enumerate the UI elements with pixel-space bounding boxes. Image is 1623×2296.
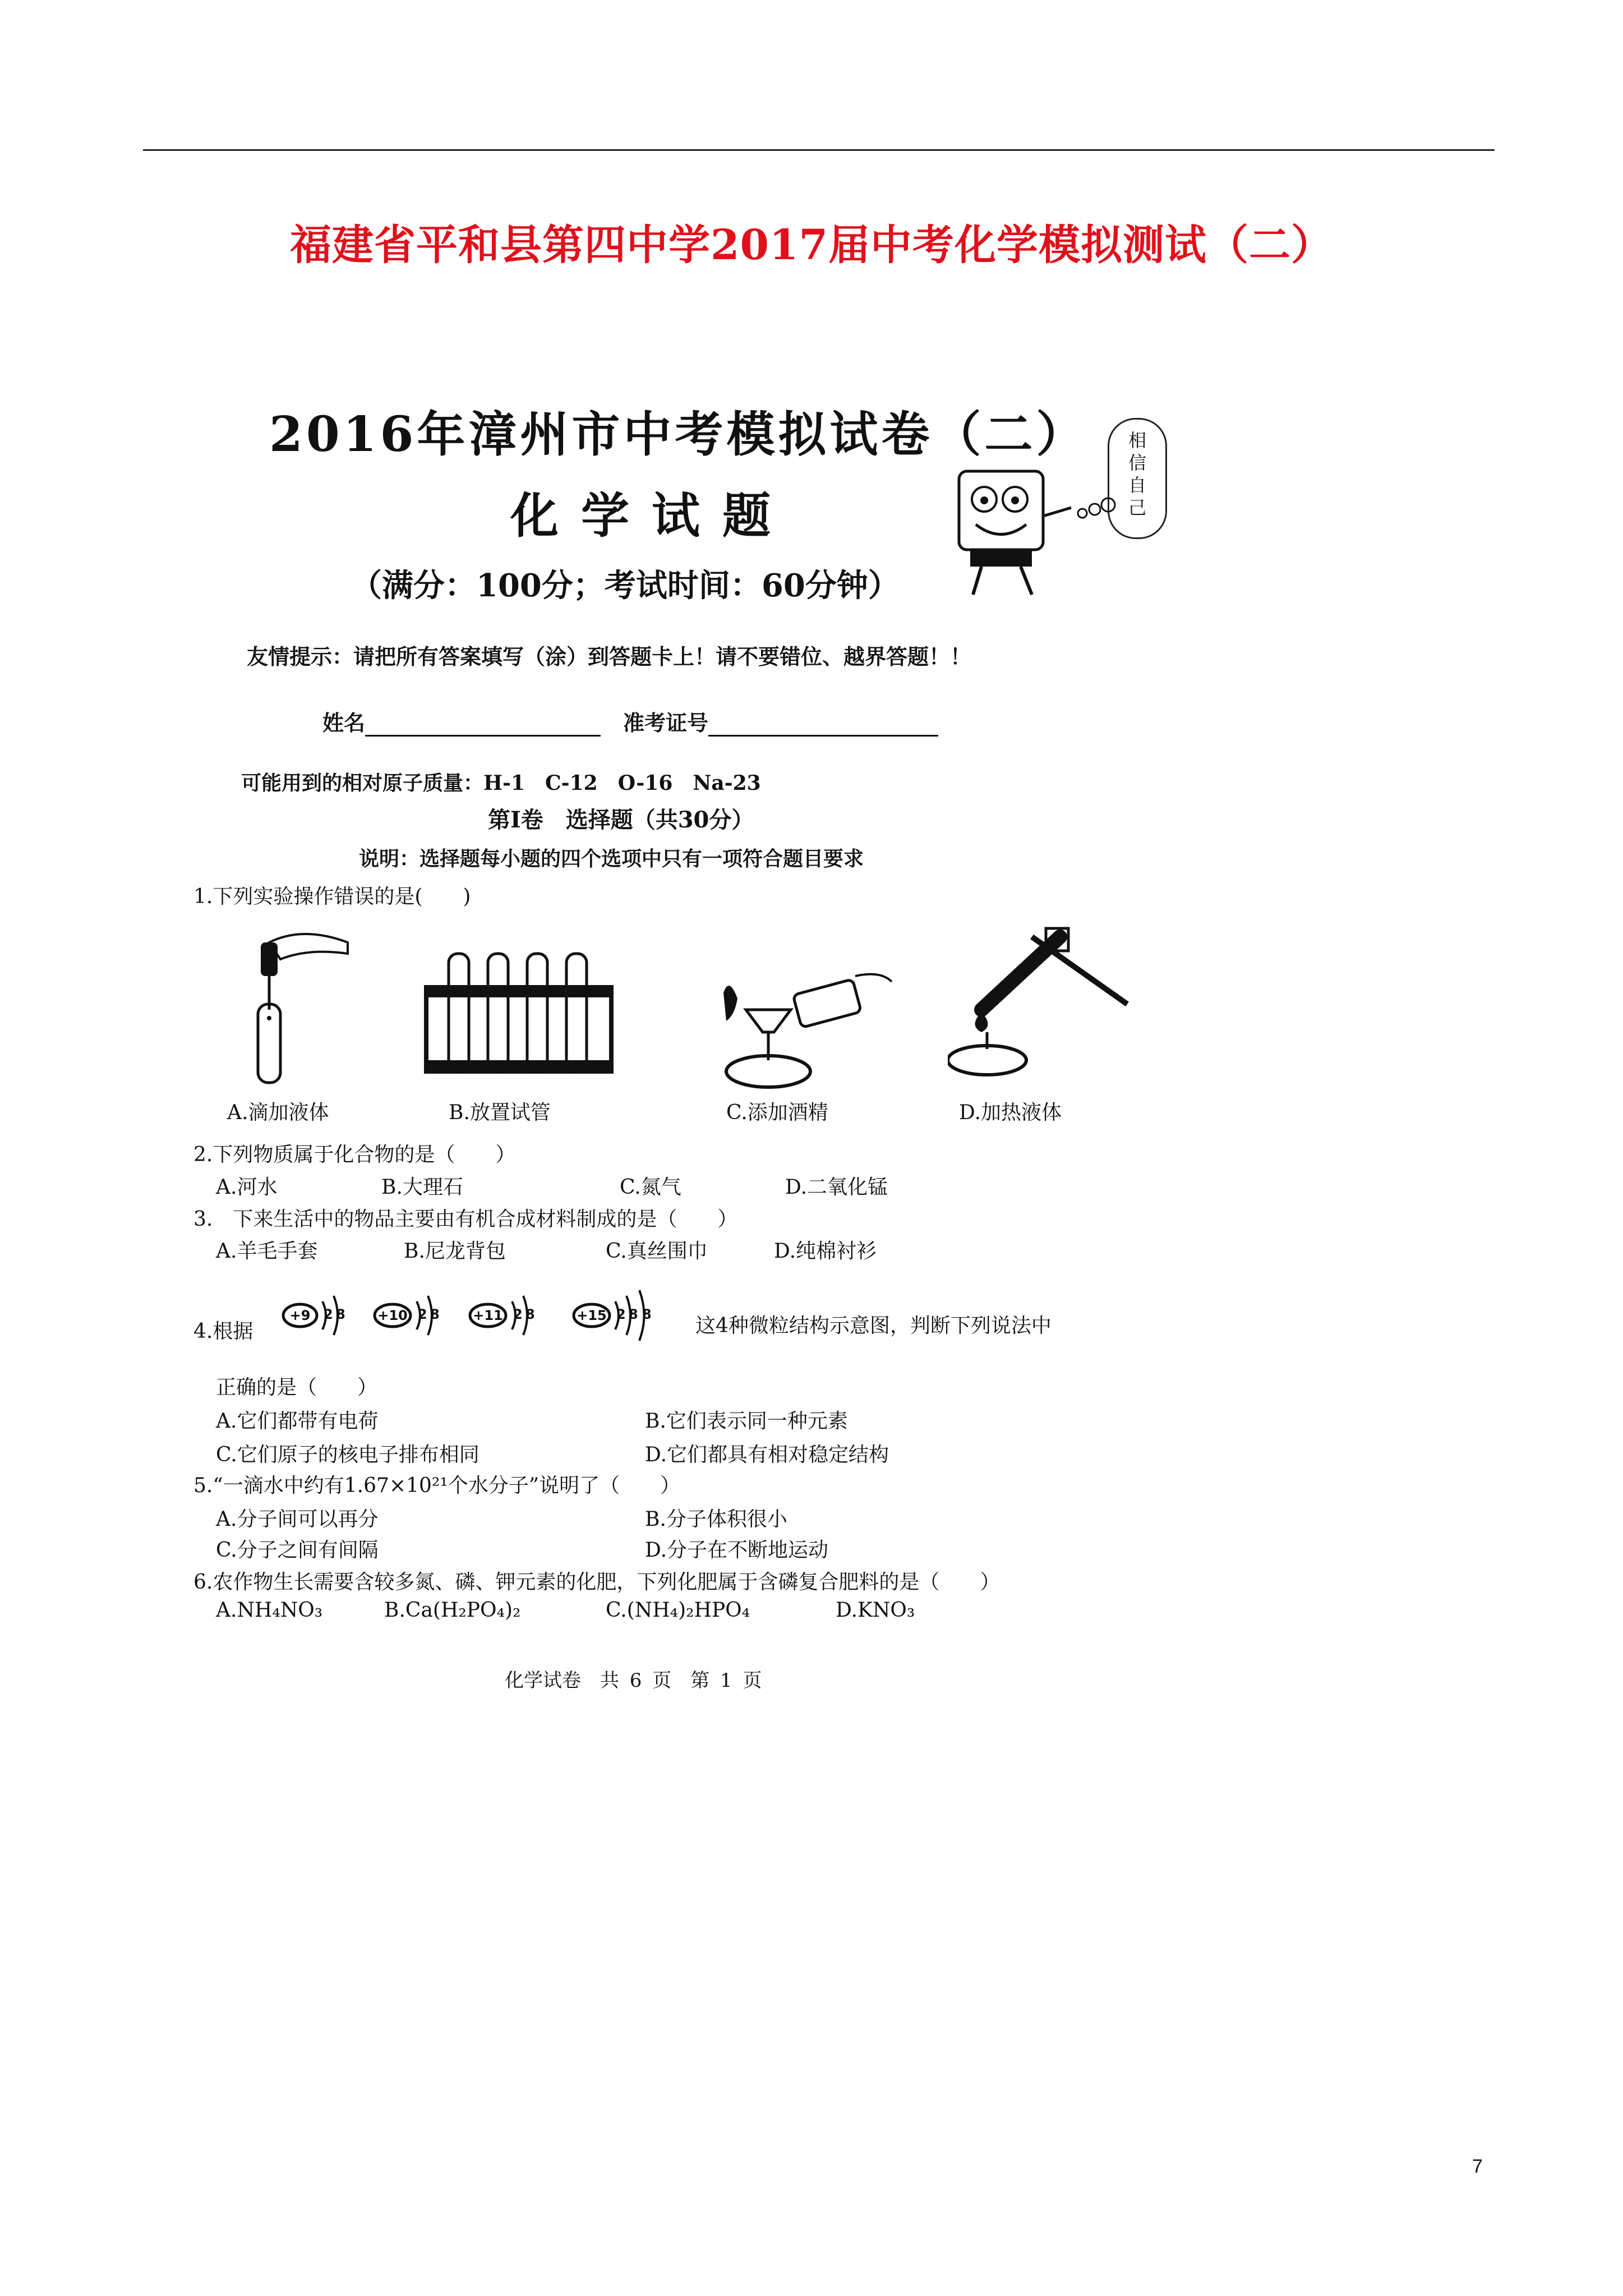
subject-title: 化学试题 [510, 487, 793, 544]
svg-text:2: 2 [418, 1306, 427, 1322]
adding-alcohol-icon [712, 965, 897, 1094]
q5-option-d[interactable]: D.分子在不断地运动 [645, 1539, 829, 1562]
svg-text:+9: +9 [289, 1308, 311, 1323]
q4-option-c[interactable]: C.它们原子的核电子排布相同 [216, 1443, 479, 1466]
name-blank[interactable] [365, 715, 601, 737]
svg-text:2: 2 [324, 1306, 333, 1322]
q2-option-b[interactable]: B.大理石 [381, 1176, 463, 1199]
name-label: 姓名 [322, 710, 366, 735]
q3-option-a[interactable]: A.羊毛手套 [216, 1240, 318, 1263]
particle-15 [574, 1290, 652, 1341]
q5-option-a[interactable]: A.分子间可以再分 [216, 1508, 379, 1531]
q4-option-a[interactable]: A.它们都带有电荷 [216, 1410, 379, 1433]
sponge-mascot-icon [948, 460, 1116, 606]
dropper-adding-liquid-icon [236, 920, 370, 1088]
q4-option-d[interactable]: D.它们都具有相对稳定结构 [645, 1443, 889, 1466]
question-4-stem-prefix: 4.根据 [193, 1320, 253, 1343]
id-blank[interactable] [708, 715, 938, 737]
atomic-mass-info: 可能用到的相对原子质量：H-1 C-12 O-16 Na-23 [241, 771, 761, 795]
q6-option-c[interactable]: C.(NH₄)₂HPO₄ [606, 1599, 750, 1622]
question-5-stem: 5.“一滴水中约有1.67×10²¹个水分子”说明了（ ） [193, 1474, 681, 1497]
question-4-stem-cont: 正确的是（ ） [216, 1376, 378, 1399]
page-number: 7 [1472, 2156, 1483, 2177]
question-3-stem: 3. 下来生活中的物品主要由有机合成材料制成的是（ ） [193, 1208, 738, 1231]
page-footer: 化学试卷 共 6 页 第 1 页 [505, 1669, 762, 1692]
q1-option-b[interactable]: B.放置试管 [449, 1101, 551, 1124]
exam-title: 2016年漳州市中考模拟试卷（二） [269, 406, 1088, 463]
svg-text:2: 2 [513, 1306, 523, 1322]
particle-10 [375, 1296, 440, 1335]
svg-text:8: 8 [336, 1306, 345, 1322]
particle-11 [470, 1296, 535, 1335]
q1-option-c[interactable]: C.添加酒精 [726, 1101, 828, 1124]
score-info: （满分：100分；考试时间：60分钟） [351, 567, 900, 604]
particle-structure-diagrams [278, 1276, 693, 1352]
q3-option-c[interactable]: C.真丝围巾 [606, 1240, 708, 1263]
q2-option-d[interactable]: D.二氧化锰 [785, 1176, 888, 1199]
svg-text:8: 8 [525, 1306, 535, 1322]
question-2-stem: 2.下列物质属于化合物的是（ ） [193, 1143, 516, 1166]
test-tube-rack-icon [415, 948, 623, 1088]
q1-option-d[interactable]: D.加热液体 [959, 1101, 1062, 1124]
section-explanation: 说明：选择题每小题的四个选项中只有一项符合题目要求 [359, 847, 864, 871]
svg-text:2: 2 [616, 1306, 626, 1322]
top-rule [143, 149, 1495, 151]
svg-text:+15: +15 [577, 1308, 607, 1323]
q5-option-c[interactable]: C.分子之间有间隔 [216, 1539, 379, 1562]
svg-text:8: 8 [430, 1306, 440, 1322]
document-title: 福建省平和县第四中学2017届中考化学模拟测试（二） [290, 221, 1333, 269]
svg-text:8: 8 [642, 1306, 652, 1322]
id-label: 准考证号 [623, 710, 709, 735]
q3-option-d[interactable]: D.纯棉衬衫 [774, 1240, 877, 1263]
q6-option-a[interactable]: A.NH₄NO₃ [216, 1599, 323, 1622]
svg-text:+11: +11 [473, 1308, 503, 1323]
particle-9 [283, 1296, 345, 1335]
q6-option-b[interactable]: B.Ca(H₂PO₄)₂ [384, 1599, 521, 1622]
question-1-stem: 1.下列实验操作错误的是( ) [193, 885, 471, 908]
q6-option-d[interactable]: D.KNO₃ [836, 1599, 915, 1622]
svg-text:8: 8 [629, 1306, 638, 1322]
svg-text:+10: +10 [377, 1308, 408, 1323]
q2-option-c[interactable]: C.氮气 [620, 1176, 681, 1199]
q2-option-a[interactable]: A.河水 [216, 1176, 278, 1199]
q3-option-b[interactable]: B.尼龙背包 [404, 1240, 506, 1263]
friendly-tip: 友情提示：请把所有答案填写（涂）到答题卡上！请不要错位、越界答题！！ [247, 644, 972, 669]
question-6-stem: 6.农作物生长需要含较多氮、磷、钾元素的化肥，下列化肥属于含磷复合肥料的是（ ） [193, 1571, 1000, 1594]
question-4-stem-suffix: 这4种微粒结构示意图，判断下列说法中 [695, 1314, 1052, 1337]
mascot-bubble-text: 相信自己 [1128, 430, 1146, 518]
q5-option-b[interactable]: B.分子体积很小 [645, 1508, 787, 1531]
q1-option-a[interactable]: A.滴加液体 [227, 1101, 329, 1124]
section-title: 第Ⅰ卷 选择题（共30分） [488, 807, 754, 833]
q4-option-b[interactable]: B.它们表示同一种元素 [645, 1410, 848, 1433]
heating-liquid-icon [948, 920, 1133, 1094]
name-id-row [322, 706, 961, 737]
